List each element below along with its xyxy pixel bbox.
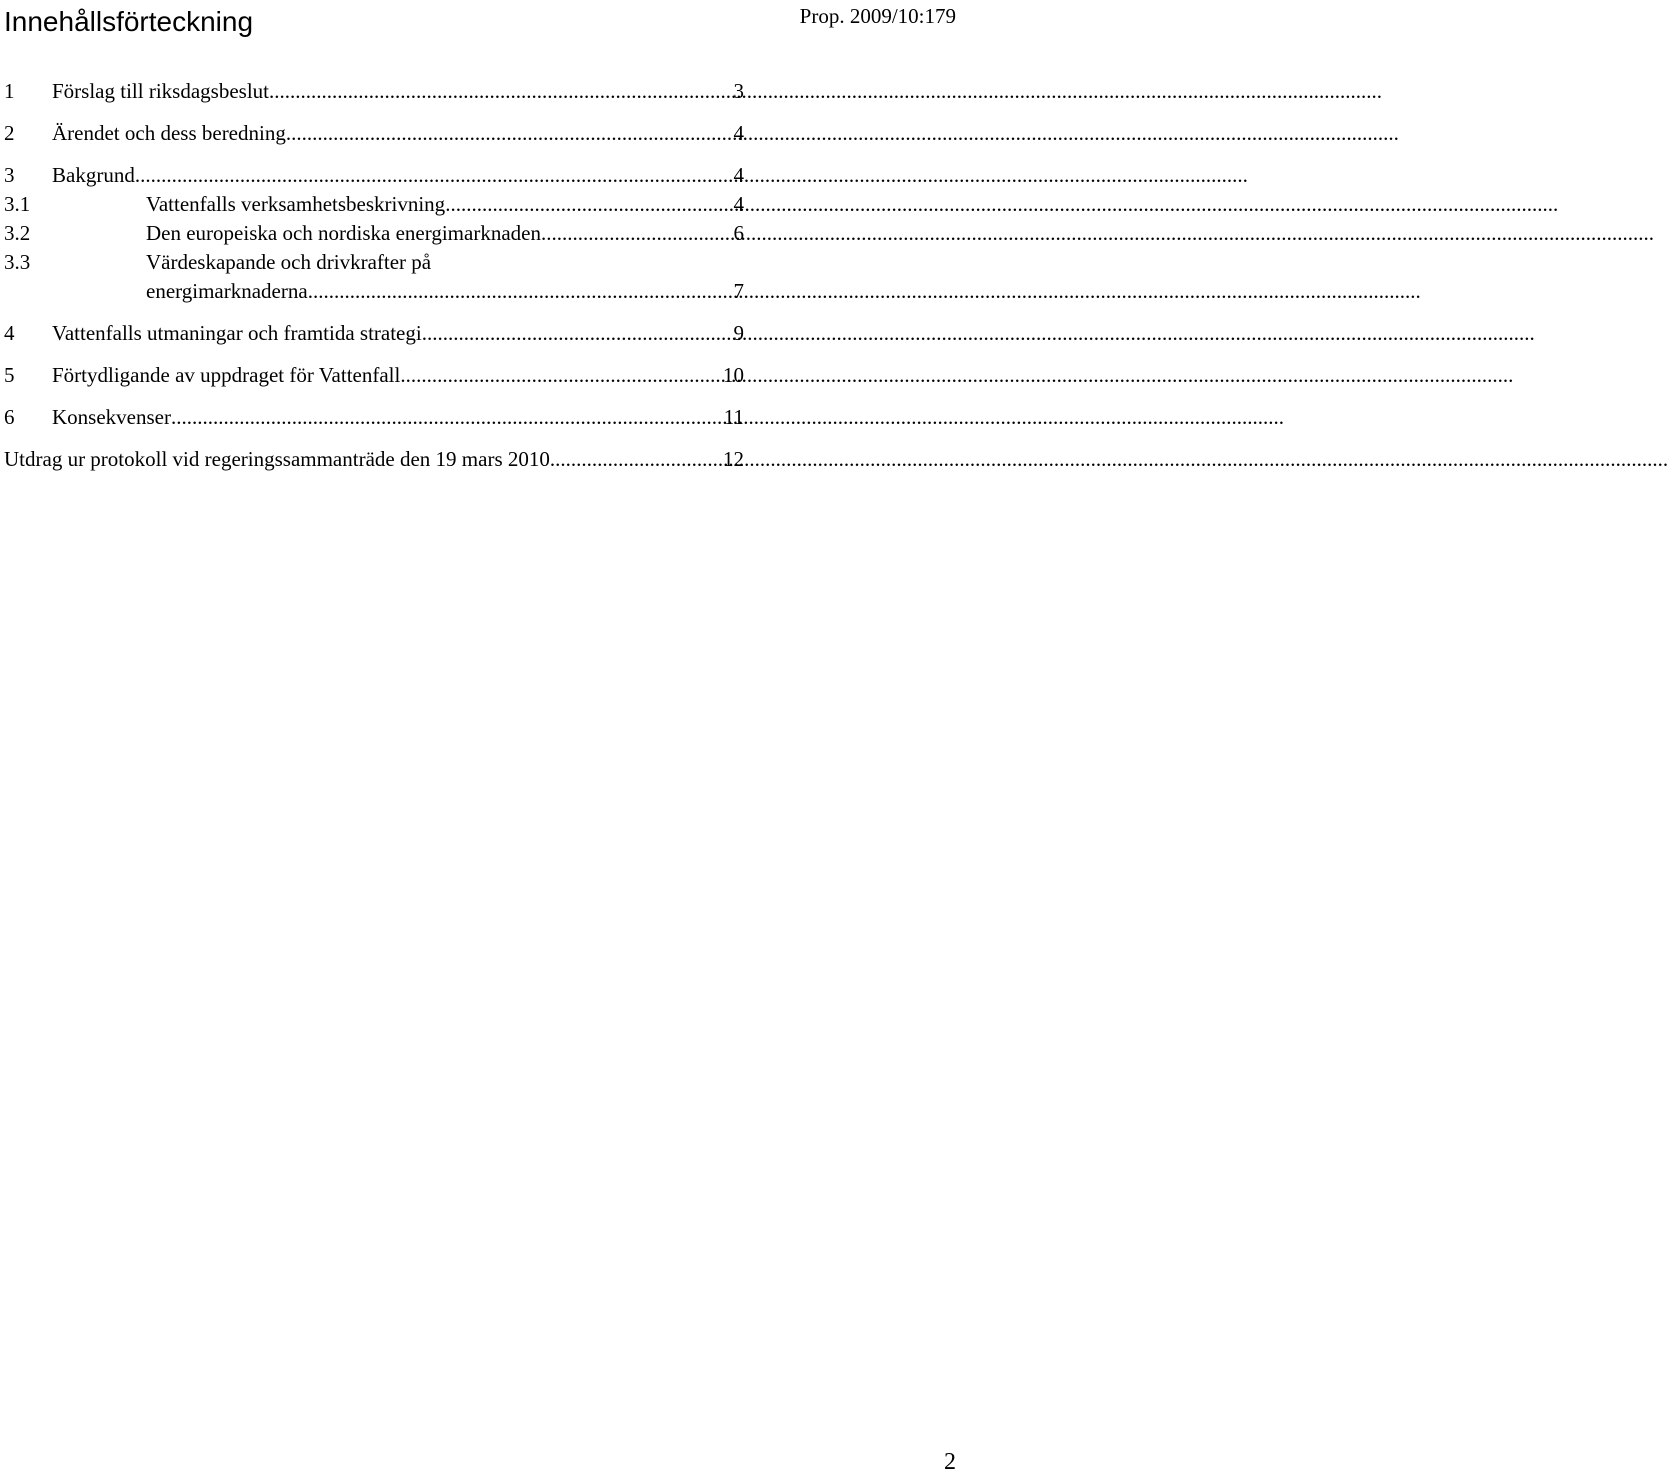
toc-entry-title: Den europeiska och nordiska energimarknaden xyxy=(146,221,541,245)
toc-entry-number: 3.3 xyxy=(4,250,31,274)
toc-entry-number: 4 xyxy=(4,321,15,345)
toc-entry-title-line1: Värdeskapande och drivkrafter på xyxy=(146,250,432,274)
toc-entry-3-3-continued[interactable] xyxy=(4,277,744,306)
toc-entry-page: 6 xyxy=(733,221,744,245)
toc-leader-dots xyxy=(308,277,732,306)
toc-entry-number: 1 xyxy=(4,79,15,103)
toc-entry-title: Vattenfalls utmaningar och framtida strategi xyxy=(52,321,422,345)
toc-entry-page: 10 xyxy=(723,363,744,387)
toc-entry-title: Konsekvenser xyxy=(52,405,171,429)
page-title: Innehållsförteckning xyxy=(4,6,254,37)
toc-entry-title: Bakgrund xyxy=(52,163,135,187)
toc-entry-page: 3 xyxy=(733,79,744,103)
toc-entry-6[interactable] xyxy=(4,403,744,432)
toc-entry-title-line2: energimarknaderna xyxy=(146,279,308,303)
toc-entry-number: 3 xyxy=(4,163,15,187)
toc-entry-title: Förtydligande av uppdraget för Vattenfall xyxy=(52,363,401,387)
proposition-reference: Prop. 2009/10:179 xyxy=(799,4,956,28)
toc-leader-dots xyxy=(541,219,732,248)
toc-entry-3-1[interactable] xyxy=(4,190,744,219)
toc-entry-3-2[interactable] xyxy=(4,219,744,248)
toc-leader-dots xyxy=(422,319,732,348)
toc-entry-number: 3.1 xyxy=(4,192,31,216)
toc-entry-3-3[interactable] xyxy=(4,248,744,277)
toc-entry-number: 3.2 xyxy=(4,221,31,245)
table-of-contents xyxy=(4,77,744,474)
toc-entry-page: 4 xyxy=(733,121,744,145)
toc-entry-4[interactable] xyxy=(4,319,744,348)
toc-entry-title: Ärendet och dess beredning xyxy=(52,121,286,145)
toc-entry-title: Förslag till riksdagsbeslut xyxy=(52,79,269,103)
toc-entry-title: Utdrag ur protokoll vid regeringssammanträde den 19 mars 2010. xyxy=(4,447,556,471)
toc-entry-number: 6 xyxy=(4,405,15,429)
toc-entry-page: 4 xyxy=(733,192,744,216)
toc-entry-3[interactable] xyxy=(4,161,744,190)
toc-entry-2[interactable] xyxy=(4,119,744,148)
toc-leader-dots xyxy=(555,445,721,474)
toc-entry-page: 4 xyxy=(733,163,744,187)
toc-entry-page: 9 xyxy=(733,321,744,345)
page-number: 2 xyxy=(944,1449,956,1475)
toc-entry-title: Vattenfalls verksamhetsbeskrivning xyxy=(146,192,446,216)
toc-entry-number: 2 xyxy=(4,121,15,145)
toc-leader-dots xyxy=(135,161,732,190)
toc-entry-number: 5 xyxy=(4,363,15,387)
toc-entry-page: 11 xyxy=(723,405,744,429)
toc-leader-dots xyxy=(286,119,732,148)
toc-entry-page: 7 xyxy=(733,279,744,303)
toc-entry-page: 12 xyxy=(723,447,744,471)
toc-entry-5[interactable] xyxy=(4,361,744,390)
toc-leader-dots xyxy=(400,361,721,390)
toc-leader-dots xyxy=(269,77,732,106)
toc-entry-protocol-excerpt[interactable] xyxy=(4,445,744,474)
toc-leader-dots xyxy=(171,403,722,432)
toc-leader-dots xyxy=(445,190,731,219)
toc-entry-1[interactable] xyxy=(4,77,744,106)
